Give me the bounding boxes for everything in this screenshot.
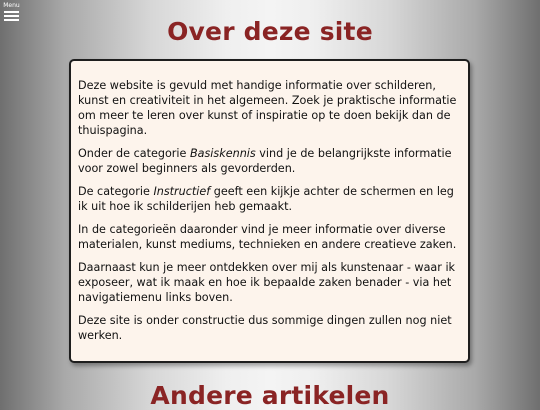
category-basiskennis: Basiskennis <box>189 147 256 160</box>
about-paragraph-2 <box>78 146 459 176</box>
about-paragraph-3 <box>78 184 459 214</box>
about-paragraph-5: Daarnaast kun je meer ontdekken over mij als kunstenaar - waar ik exposeer, wat ik maak en hoe ik bepaalde zaken benader - via het navigatiemenu links boven. <box>78 261 456 304</box>
page-title: Over deze site <box>167 17 373 46</box>
about-content-box <box>69 59 470 363</box>
about-paragraph-2-text-start: Onder de categorie <box>78 147 190 160</box>
about-paragraph-2-text-end: vind je de belangrijkste informatie voor zowel beginners als gevorderden. <box>78 147 452 175</box>
section-heading-other-articles: Andere artikelen <box>150 381 390 410</box>
about-paragraph-3-text-start: De categorie <box>78 185 154 198</box>
about-paragraph-1: Deze website is gevuld met handige informatie over schilderen, kunst en creativiteit in het algemeen. Zoek je praktische informatie om meer te leren over kunst of inspiratie op te doen bekijk dan de thuispagina. <box>78 79 457 137</box>
about-paragraph-4: In de categorieën daaronder vind je meer informatie over diverse materialen, kunst mediums, technieken en andere creatieve zaken. <box>78 223 457 251</box>
about-paragraph-3-text-end: geeft een kijkje achter de schermen en leg ik uit hoe ik schilderijen heb gemaakt. <box>78 185 454 213</box>
menu-label: Menu <box>3 2 20 9</box>
about-paragraph-6: Deze site is onder constructie dus sommige dingen zullen nog niet werken. <box>78 314 452 342</box>
category-instructief: Instructief <box>153 185 211 198</box>
